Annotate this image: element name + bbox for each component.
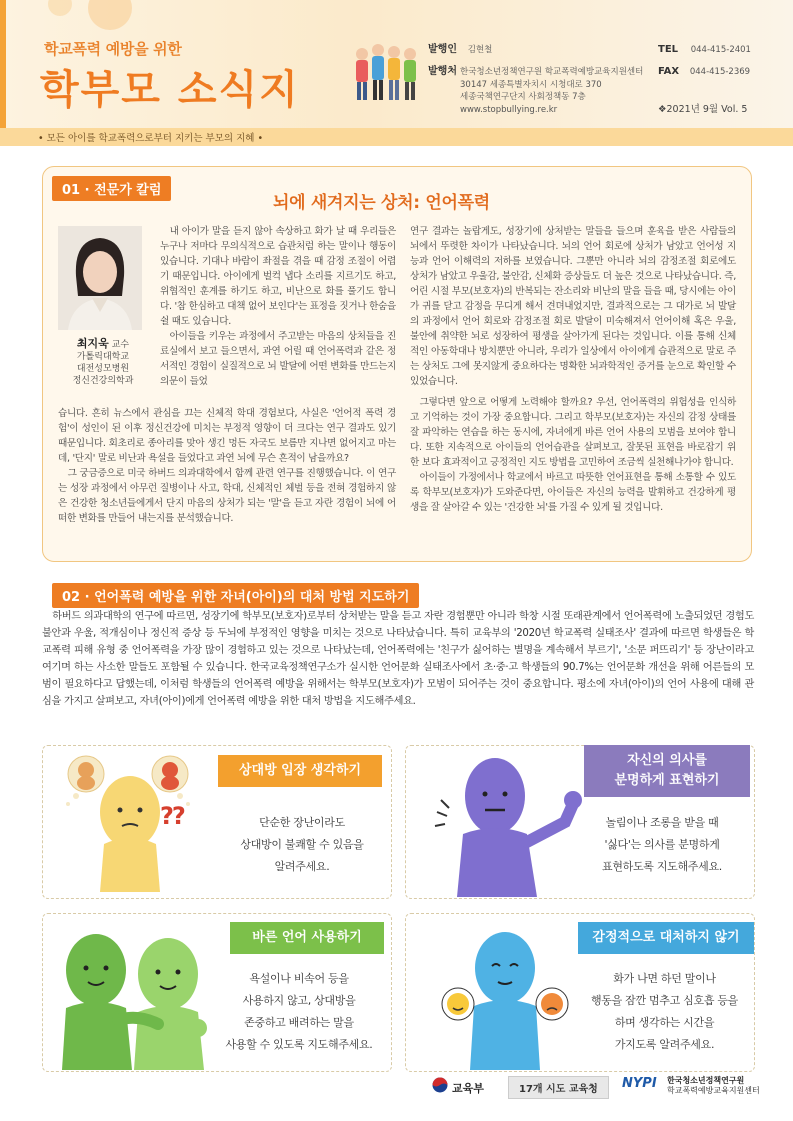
tip-card-title: 감정적으로 대처하지 않기: [578, 922, 754, 954]
moe-logo: 교육부: [452, 1082, 484, 1095]
fax-number: 044-415-2369: [689, 67, 751, 77]
column-title: 뇌에 새겨지는 상처: 언어폭력: [273, 193, 490, 213]
author-affiliation: 가톨릭대학교: [76, 352, 130, 362]
tip-line: 욕설이나 비속어 등을: [249, 972, 349, 985]
decor-circles: [20, 0, 140, 40]
column-text-left-top: [160, 224, 396, 389]
education-offices-logo: 17개 시도 교육청: [508, 1076, 609, 1099]
issuer-label: 발행처: [428, 66, 457, 77]
tip-line: 상대방이 불쾌할 수 있음을: [240, 838, 364, 851]
tip-line: 하며 생각하는 시간을: [614, 1016, 715, 1029]
nypi-center: 학교폭력예방교육지원센터: [667, 1086, 760, 1095]
tel-row: [658, 44, 751, 57]
tip-line: 사용하지 않고, 상대방을: [242, 994, 356, 1007]
author-info: [58, 338, 148, 387]
author-affiliation: 정신건강의학과: [72, 376, 134, 386]
nypi-name: [667, 1076, 760, 1096]
fax-row: [658, 66, 750, 79]
thinking-character-illustration: [52, 752, 212, 892]
section2-intro: [42, 608, 754, 710]
author-title: 교수: [111, 340, 130, 350]
newsletter-title: 학부모 소식지: [40, 67, 300, 113]
tip-line: 단순한 장난이라도: [259, 816, 345, 829]
publisher-label: 발행인: [428, 44, 457, 55]
fax-label: FAX: [658, 66, 680, 77]
issuer-line: 30147 세종특별자치시 시청대로 370: [460, 79, 602, 90]
moe-emblem-icon: [432, 1077, 448, 1093]
tip-card-text: [582, 968, 747, 1056]
tip-line: 화가 나면 하던 말이나: [613, 972, 716, 985]
students-illustration: [350, 36, 420, 106]
tip-card-text: [582, 812, 742, 878]
section2-badge: 02 · 언어폭력 예방을 위한 자녀(아이)의 대처 방법 지도하기: [52, 583, 419, 608]
issuer-line: 세종국책연구단지 사회정책동 7층: [460, 92, 586, 102]
tagline: • 모든 아이를 학교폭력으로부터 지키는 부모의 지혜 •: [38, 133, 264, 144]
question-marks: ??: [160, 802, 184, 830]
publisher-row: [428, 44, 492, 57]
paragraph: 연구 결과는 놀랍게도, 성장기에 상처받는 말들을 들으며 훈육을 받은 사람들의 뇌에서 뚜렷한 차이가 나타났습니다. 뇌의 언어 회로에 상처가 남았고 언어성 지능과 언어 이해력의 저하를 보였습니다. 그뿐만 아니라 뇌의 감정조절 회로에도 상처가 남았고 우울감, 불안감, 신체화 증상들도 더 높은 것으로 나타났습니다. 즉, 어린 시절 부모(보호자)의 반복되는 잔소리와 비난의 말을 들을 때, 당시에는 아이가 귀를 닫고 감정을 무디게 해서 견뎌내었지만, 결과적으로는 그 대가로 뇌 발달의 과정에서 언어 회로와 감정조절 회로 발달이 미숙해져서 언어이해 혹은 우울, 불안에 취약한 뇌로 성장하여 평생을 살아가게 된다는 것입니다. 이를 통해 신체적인 아동학대나 방치뿐만 아니라, 우리가 일상에서 아이에게 습관적으로 말로 주는 상처도 그에 못지않게 중요하다는 명확한 뇌과학적인 증거를 눈으로 확인할 수 있었습니다.: [410, 226, 736, 387]
paragraph: 아이들이 가정에서나 학교에서 바르고 따뜻한 언어표현을 통해 소통할 수 있도록 학부모(보호자)가 도와준다면, 아이들은 자신의 능력을 발휘하고 건강하게 평생을 잘 살아갈 수 있는 '건강한 뇌'를 가질 수 있게 될 것입니다.: [410, 472, 736, 513]
issuer-address: [460, 66, 643, 116]
tip-title-line: 분명하게 표현하기: [614, 773, 720, 788]
friends-characters-illustration: [48, 920, 228, 1070]
issue-number: ❖2021년 9월 Vol. 5: [658, 104, 748, 115]
author-affiliation: 대전성모병원: [76, 364, 130, 374]
masthead-stripe: [0, 0, 6, 128]
tip-line: '싫다'는 의사를 분명하게: [604, 838, 720, 851]
website-link[interactable]: www.stopbullying.re.kr: [460, 104, 558, 115]
publisher-name: 김현철: [467, 45, 493, 55]
column-text-left-bottom: [58, 406, 396, 526]
paragraph: 하버드 의과대학의 연구에 따르면, 성장기에 학부모(보호자)로부터 상처받는 말을 듣고 자란 경험뿐만 아니라 학창 시절 또래관계에서 언어폭력에 노출되었던 경험도 불안과 우울, 적개심이나 정신적 증상 등 두뇌에 부정적인 영향을 미치는 것으로 나타났습니다. 특히 교육부의 '2020년 학교폭력 실태조사' 결과에 따르면 학생들은 학교폭력 피해 유형 중 언어폭력을 가장 많이 경험하고 있는 것으로 나타났는데, 언어폭력에는 '친구가 싫어하는 별명을 계속해서 부르기', '소문 퍼뜨리기' 등 장난이라고 여기며 하는 사소한 말들도 포함될 수 있습니다. 한국교육정책연구소가 실시한 언어문화 실태조사에서 초·중·고 학생들의 90.7%는 언어문화 개선을 위해 어른들의 모범이 필요하다고 답했는데, 이처럼 학생들의 언어폭력 예방을 위해서는 학부모(보호자)가 모범이 되어주는 것이 중요합니다. 평소에 자녀(아이)의 언어 사용에 대해 관심을 가지고 살펴보고, 자녀(아이)에게 언어폭력 예방을 위한 대처 방법을 지도해주세요.: [42, 611, 754, 707]
tip-line: 표현하도록 지도해주세요.: [602, 860, 722, 873]
paragraph: 습니다. 흔히 뉴스에서 관심을 끄는 신체적 학대 경험보다, 사실은 '언어적 폭력 경험'이 성인이 된 이후 정신건강에 미치는 부정적 영향이 더 크다는 연구 결과도 있기 때문입니다. 회초리로 종아리를 맞아 생긴 멍든 자국도 보름만 지나면 없어지고 마는데, '단지' 말로 비난과 욕설을 들었다고 과연 뇌에 무슨 흔적이 남을까요?: [58, 408, 396, 464]
issuer-line: 한국청소년정책연구원 학교폭력예방교육지원센터: [460, 67, 644, 77]
tip-line: 존중하고 배려하는 말을: [244, 1016, 354, 1029]
nypi-org: 한국청소년정책연구원: [667, 1076, 745, 1085]
tip-card-text: [214, 968, 384, 1056]
issuer-label-wrap: [428, 66, 457, 79]
column-text-right: [410, 224, 736, 515]
author-photo: [58, 226, 142, 330]
nypi-logo-mark: NYPI: [622, 1076, 657, 1091]
paragraph: 그렇다면 앞으로 어떻게 노력해야 할까요? 우선, 언어폭력의 위험성을 인식하고 기억하는 것이 가장 중요합니다. 그리고 학부모(보호자)는 자신의 감정 상태를 잘 파악하는 연습을 하는 동시에, 자녀에게 바른 언어 사용의 모범을 보여야 합니다. 또한 지속적으로 아이들의 언어습관을 살펴보고, 잘못된 표현을 바로잡기 위한 보다 효과적이고 긍정적인 지도 방법을 고민하여 조금씩 실천해나가야 합니다.: [410, 397, 736, 468]
tel-label: TEL: [658, 44, 679, 55]
calm-character-illustration: [430, 920, 580, 1070]
section1-badge: 01 · 전문가 칼럼: [52, 176, 171, 201]
tip-card-title: 바른 언어 사용하기: [230, 922, 384, 954]
tip-line: 가지도록 알려주세요.: [614, 1038, 715, 1051]
paragraph: 내 아이가 말을 듣지 않아 속상하고 화가 날 때 우리들은 누구나 저마다 무의식적으로 습관처럼 하는 말이나 행동이 있습니다. 기대나 바람이 좌절을 겪을 때 감정 조절이 어렵기 때문입니다. 아이에게 벌컥 냅다 소리를 지르기도 하고, 위협적인 훈계를 하기도 하고, 비난으로 화를 풀기도 합니다. '참 한심하고 대책 없어 보인다'는 표정을 짓거나 한숨을 쉴 때도 있습니다.: [160, 226, 396, 327]
assertive-character-illustration: [425, 752, 585, 897]
paragraph: 아이들을 키우는 과정에서 주고받는 마음의 상처들을 진료실에서 보고 들으면서, 과연 어릴 때 언어폭력과 같은 정서적인 경험이 실질적으로 뇌 발달에 어떤 변화를 만드는지 의문이 들었: [160, 331, 396, 387]
author-name: 최지욱: [76, 337, 109, 350]
tip-line: 놀림이나 조롱을 받을 때: [605, 816, 719, 829]
tip-line: 사용할 수 있도록 지도해주세요.: [225, 1038, 373, 1051]
tel-number: 044-415-2401: [690, 45, 751, 55]
tip-card-title: [584, 745, 750, 797]
tagline-bar: [0, 128, 793, 146]
tip-card-text: [222, 812, 382, 878]
newsletter-subtitle: 학교폭력 예방을 위한: [44, 40, 182, 58]
tip-line: 알려주세요.: [274, 860, 330, 873]
paragraph: 그 궁금증으로 미국 하버드 의과대학에서 함께 관련 연구를 진행했습니다. 이 연구는 성장 과정에서 아무런 질병이나 사고, 학대, 신체적인 체벌 등을 전혀 경험하지 않은 건강한 청소년들에게서 단지 마음의 상처가 되는 '말'을 듣고 자란 경험이 뇌에 어떠한 변화를 만들어 내는지를 분석했습니다.: [58, 468, 396, 524]
tip-line: 행동을 잠깐 멈추고 심호흡 등을: [590, 994, 739, 1007]
tip-card-title: 상대방 입장 생각하기: [218, 755, 382, 787]
tip-title-line: 자신의 의사를: [627, 753, 707, 768]
